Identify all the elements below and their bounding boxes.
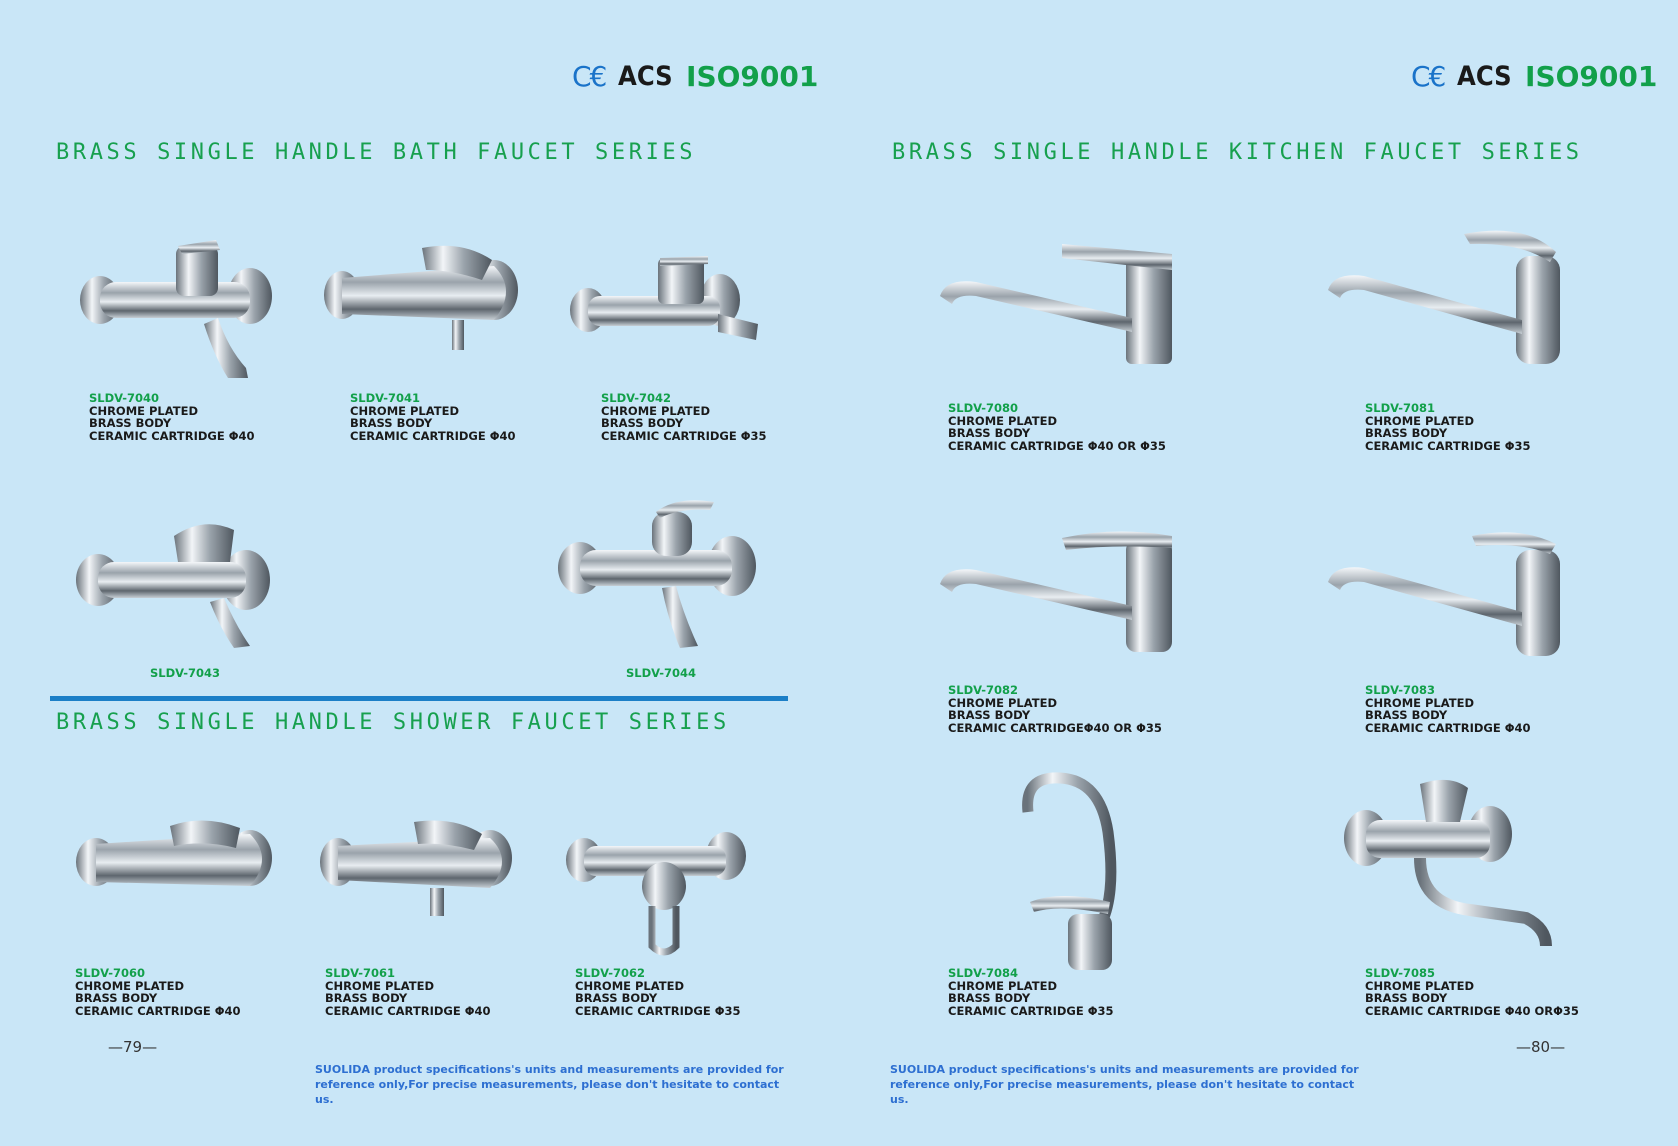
product-model: SLDV-7042 xyxy=(601,391,671,405)
product-spec-7060 xyxy=(75,967,241,1017)
faucet-image-7040 xyxy=(78,238,278,388)
faucet-image-7041 xyxy=(322,240,522,370)
product-finish: CHROME PLATED xyxy=(1365,978,1475,993)
kitchen-series-title: BRASS SINGLE HANDLE KITCHEN FAUCET SERIES xyxy=(892,140,1583,165)
product-finish: CHROME PLATED xyxy=(601,403,711,418)
product-spec-7062 xyxy=(575,967,741,1017)
product-finish: CHROME PLATED xyxy=(948,978,1058,993)
product-body: BRASS BODY xyxy=(948,708,1031,722)
faucet-image-7083 xyxy=(1324,530,1574,660)
faucet-image-7085 xyxy=(1340,778,1560,948)
product-body: BRASS BODY xyxy=(1365,426,1448,440)
product-finish: CHROME PLATED xyxy=(350,403,460,418)
product-spec-7042 xyxy=(601,392,767,442)
certification-marks-right xyxy=(1411,58,1657,94)
product-body: BRASS BODY xyxy=(948,991,1031,1005)
faucet-image-7082 xyxy=(936,526,1186,656)
faucet-image-7080 xyxy=(936,238,1186,368)
page-number-left: —79— xyxy=(108,1038,158,1056)
product-cartridge: CERAMIC CARTRIDGE Φ40 ORΦ35 xyxy=(1365,1003,1579,1018)
faucet-image-7060 xyxy=(74,818,274,914)
product-body: BRASS BODY xyxy=(89,416,172,430)
faucet-image-7061 xyxy=(318,816,518,926)
product-finish: CHROME PLATED xyxy=(75,978,185,993)
product-finish: CHROME PLATED xyxy=(948,413,1058,428)
product-model: SLDV-7041 xyxy=(350,391,420,405)
product-model: SLDV-7085 xyxy=(1365,966,1435,980)
faucet-image-7043 xyxy=(74,516,284,656)
ce-mark: C€ xyxy=(1411,59,1445,93)
product-model: SLDV-7061 xyxy=(325,966,395,980)
product-cartridge: CERAMIC CARTRIDGE Φ40 xyxy=(325,1003,491,1018)
product-finish: CHROME PLATED xyxy=(1365,695,1475,710)
product-cartridge: CERAMIC CARTRIDGE Φ40 xyxy=(350,428,516,443)
product-model: SLDV-7083 xyxy=(1365,683,1435,697)
product-cartridge: CERAMIC CARTRIDGEΦ40 OR Φ35 xyxy=(948,720,1162,735)
product-model: SLDV-7040 xyxy=(89,391,159,405)
product-spec-7041 xyxy=(350,392,516,442)
product-finish: CHROME PLATED xyxy=(575,978,685,993)
product-cartridge: CERAMIC CARTRIDGE Φ40 xyxy=(89,428,255,443)
product-model-7044: SLDV-7044 xyxy=(626,666,696,680)
product-model: SLDV-7084 xyxy=(948,966,1018,980)
faucet-image-7062 xyxy=(564,818,750,958)
product-spec-7083 xyxy=(1365,684,1531,734)
product-model-7043: SLDV-7043 xyxy=(150,666,220,680)
product-finish: CHROME PLATED xyxy=(325,978,435,993)
product-spec-7040 xyxy=(89,392,255,442)
product-spec-7061 xyxy=(325,967,491,1017)
product-cartridge: CERAMIC CARTRIDGE Φ35 xyxy=(601,428,767,443)
bath-series-title: BRASS SINGLE HANDLE BATH FAUCET SERIES xyxy=(56,140,697,165)
product-cartridge: CERAMIC CARTRIDGE Φ40 xyxy=(75,1003,241,1018)
product-spec-7080 xyxy=(948,402,1166,452)
faucet-image-7042 xyxy=(568,244,768,354)
product-spec-7085 xyxy=(1365,967,1579,1017)
product-body: BRASS BODY xyxy=(350,416,433,430)
product-model: SLDV-7062 xyxy=(575,966,645,980)
product-body: BRASS BODY xyxy=(948,426,1031,440)
product-model: SLDV-7081 xyxy=(1365,401,1435,415)
acs-mark: ACS xyxy=(618,60,674,92)
product-cartridge: CERAMIC CARTRIDGE Φ40 OR Φ35 xyxy=(948,438,1166,453)
faucet-image-7081 xyxy=(1324,228,1574,368)
iso-mark: ISO9001 xyxy=(686,59,819,93)
product-body: BRASS BODY xyxy=(75,991,158,1005)
certification-marks-left xyxy=(572,58,818,94)
product-spec-7081 xyxy=(1365,402,1531,452)
product-model: SLDV-7082 xyxy=(948,683,1018,697)
product-body: BRASS BODY xyxy=(601,416,684,430)
ce-mark: C€ xyxy=(572,59,606,93)
product-cartridge: CERAMIC CARTRIDGE Φ35 xyxy=(575,1003,741,1018)
product-body: BRASS BODY xyxy=(325,991,408,1005)
section-divider xyxy=(50,696,788,701)
product-spec-7084 xyxy=(948,967,1114,1017)
product-model: SLDV-7060 xyxy=(75,966,145,980)
faucet-image-7044 xyxy=(556,496,766,656)
product-spec-7082 xyxy=(948,684,1162,734)
shower-series-title: BRASS SINGLE HANDLE SHOWER FAUCET SERIES xyxy=(56,710,730,735)
acs-mark: ACS xyxy=(1457,60,1513,92)
product-cartridge: CERAMIC CARTRIDGE Φ35 xyxy=(1365,438,1531,453)
product-finish: CHROME PLATED xyxy=(1365,413,1475,428)
product-body: BRASS BODY xyxy=(1365,991,1448,1005)
disclaimer-left: SUOLIDA product specifications's units and measurements are provided for reference only,For precise measurements, please don't hesitate to contact us. xyxy=(315,1063,784,1106)
product-cartridge: CERAMIC CARTRIDGE Φ35 xyxy=(948,1003,1114,1018)
iso-mark: ISO9001 xyxy=(1525,59,1658,93)
product-finish: CHROME PLATED xyxy=(89,403,199,418)
product-body: BRASS BODY xyxy=(575,991,658,1005)
product-body: BRASS BODY xyxy=(1365,708,1448,722)
page-number-right: —80— xyxy=(1516,1038,1566,1056)
product-finish: CHROME PLATED xyxy=(948,695,1058,710)
disclaimer-right: SUOLIDA product specifications's units and measurements are provided for reference only,For precise measurements, please don't hesitate to contact us. xyxy=(890,1063,1359,1106)
product-model: SLDV-7080 xyxy=(948,401,1018,415)
faucet-image-7084 xyxy=(1020,772,1160,972)
product-cartridge: CERAMIC CARTRIDGE Φ40 xyxy=(1365,720,1531,735)
